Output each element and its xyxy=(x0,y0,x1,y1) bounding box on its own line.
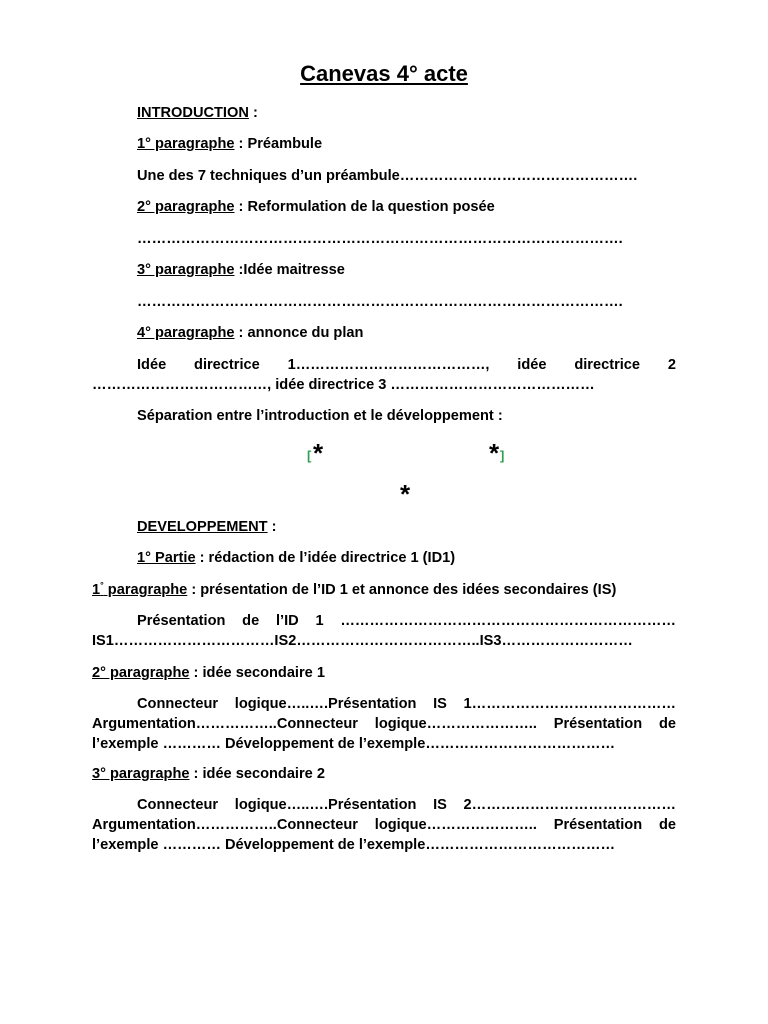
intro-paragraph-3-line: ………………………………………………………………………………………. xyxy=(137,294,623,310)
page-title: Canevas 4° acte xyxy=(300,61,468,86)
dev-paragraph-3-body: Connecteur logique…..….Présentation IS 2…………………………………… Argumentation……………..Connecteur logique………………….. Présentation de l’exemple ………… Développement de l’exemple………………………………… xyxy=(92,797,676,853)
separation-line: Séparation entre l’introduction et le développement : xyxy=(137,408,503,424)
bracket-close: ] xyxy=(500,448,505,463)
dev-paragraph-1-heading: 1° paragraphe : présentation de l’ID 1 et annonce des idées secondaires (IS) xyxy=(92,580,617,598)
bracket-open: [ xyxy=(307,448,312,463)
intro-paragraph-3-heading: 3° paragraphe :Idée maitresse xyxy=(137,262,345,278)
dev-paragraph-1-body: Présentation de l’ID 1 …………………………………………………………… IS1……………………………IS2………………………………..IS3……………………… xyxy=(92,613,676,649)
intro-paragraph-4-heading: 4° paragraphe : annonce du plan xyxy=(137,325,364,341)
intro-heading-text: INTRODUCTION xyxy=(137,105,249,121)
dev-paragraph-2-body: Connecteur logique…..….Présentation IS 1…………………………………… Argumentation……………..Connecteur logique………………….. Présentation de l’exemple ………… Développement de l’exemple………………………………… xyxy=(92,696,676,752)
star-left: * xyxy=(313,438,324,468)
dev-paragraph-3-heading: 3° paragraphe : idée secondaire 2 xyxy=(92,766,325,782)
intro-paragraph-1-heading: 1° paragraphe : Préambule xyxy=(137,136,323,152)
intro-paragraph-2-heading: 2° paragraphe : Reformulation de la question posée xyxy=(137,199,495,215)
dev-paragraph-2-heading: 2° paragraphe : idée secondaire 1 xyxy=(92,665,325,681)
star-center: * xyxy=(400,479,411,509)
intro-paragraph-4-line: Idée directrice 1…………………………………, idée directrice 2 ………………………………, idée directrice 3 …………………………………… xyxy=(92,357,676,393)
star-right: * xyxy=(489,438,500,468)
intro-heading: INTRODUCTION : xyxy=(137,105,258,121)
dev-part-1-heading: 1° Partie : rédaction de l’idée directrice 1 (ID1) xyxy=(137,550,456,566)
intro-paragraph-1-line: Une des 7 techniques d’un préambule…………………………………………. xyxy=(137,168,638,184)
dev-heading: DEVELOPPEMENT : xyxy=(137,519,277,535)
intro-paragraph-2-line: ………………………………………………………………………………………. xyxy=(137,231,623,247)
